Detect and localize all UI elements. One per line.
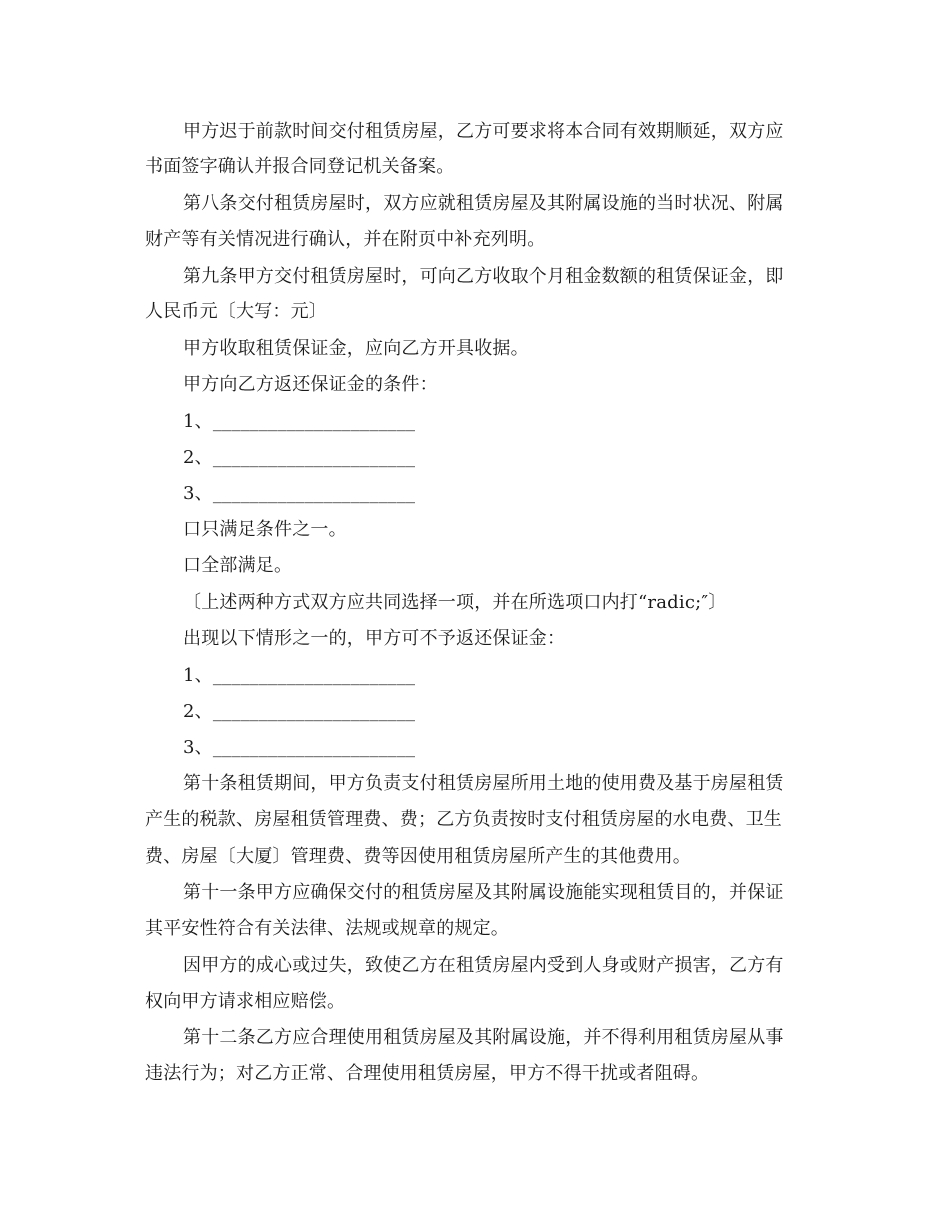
paragraph-line: 第十二条乙方应合理使用租赁房屋及其附属设施，并不得利用租赁房屋从事 <box>183 1027 784 1048</box>
option-line: 口全部满足。 <box>183 555 293 576</box>
paragraph-line: 违法行为；对乙方正常、合理使用租赁房屋，甲方不得干扰或者阻碍。 <box>145 1063 710 1084</box>
paragraph-line: 财产等有关情况进行确认，并在附页中补充列明。 <box>145 229 546 250</box>
paragraph-line: 第八条交付租赁房屋时，双方应就租赁房屋及其附属设施的当时状况、附属 <box>183 193 784 214</box>
paragraph-line: 因甲方的成心或过失，致使乙方在租赁房屋内受到人身或财产损害，乙方有 <box>183 955 784 976</box>
option-line: 口只满足条件之一。 <box>183 519 347 540</box>
blank-item: 2、______________________ <box>183 701 416 722</box>
paragraph-line: 书面签字确认并报合同登记机关备案。 <box>145 156 455 177</box>
blank-item: 3、______________________ <box>183 737 416 758</box>
paragraph-line: 人民币元〔大写：元〕 <box>145 301 327 322</box>
paragraph-line: 甲方向乙方返还保证金的条件： <box>183 374 438 395</box>
note-line: 〔上述两种方式双方应共同选择一项，并在所选项口内打“radic;″〕 <box>183 592 727 613</box>
paragraph-line: 第十条租赁期间，甲方负责支付租赁房屋所用土地的使用费及基于房屋租赁 <box>183 773 784 794</box>
paragraph-line: 其平安性符合有关法律、法规或规章的规定。 <box>145 918 509 939</box>
paragraph-line: 出现以下情形之一的，甲方可不予返还保证金： <box>183 628 566 649</box>
blank-item: 3、______________________ <box>183 483 416 504</box>
paragraph-line: 权向甲方请求相应赔偿。 <box>145 991 346 1012</box>
paragraph-line: 产生的税款、房屋租赁管理费、费；乙方负责按时支付租赁房屋的水电费、卫生 <box>145 809 782 830</box>
blank-item: 1、______________________ <box>183 665 416 686</box>
paragraph-line: 第九条甲方交付租赁房屋时，可向乙方收取个月租金数额的租赁保证金，即 <box>183 266 784 287</box>
paragraph-line: 甲方迟于前款时间交付租赁房屋，乙方可要求将本合同有效期顺延，双方应 <box>183 121 784 142</box>
paragraph-line: 第十一条甲方应确保交付的租赁房屋及其附属设施能实现租赁目的，并保证 <box>183 882 784 903</box>
blank-item: 2、______________________ <box>183 447 416 468</box>
paragraph-line: 甲方收取租赁保证金，应向乙方开具收据。 <box>183 338 529 359</box>
paragraph-line: 费、房屋〔大厦〕管理费、费等因使用租赁房屋所产生的其他费用。 <box>145 846 691 867</box>
blank-item: 1、______________________ <box>183 411 416 432</box>
